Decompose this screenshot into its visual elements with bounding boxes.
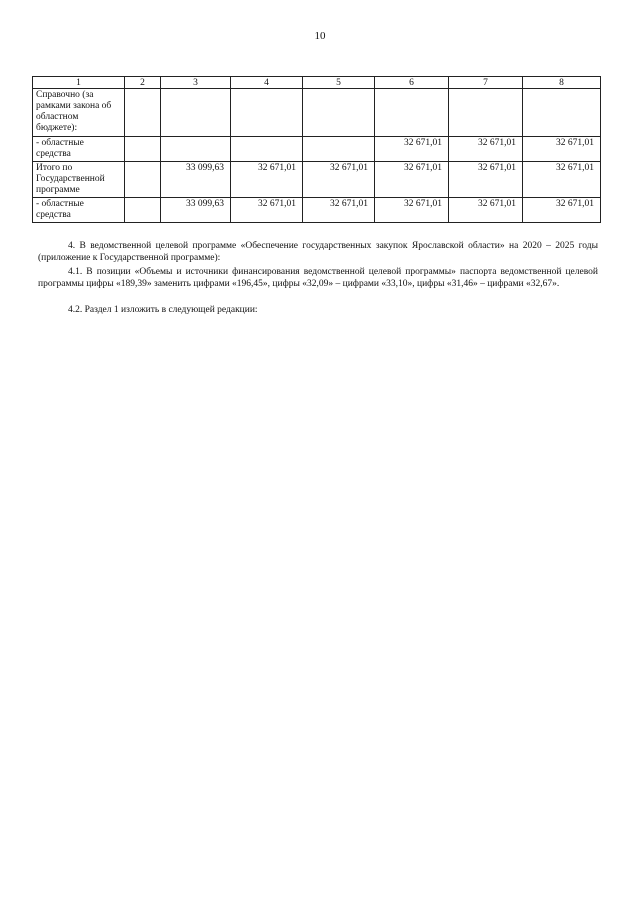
table-cell [375, 89, 449, 137]
col-header: 1 [33, 77, 125, 89]
table-cell: 32 671,01 [231, 162, 303, 198]
paragraph-4: 4. В ведомственной целевой программе «Обеспечение государственных закупок Ярославской области» на 2020 – 2025 годы (приложение к Государственной программе): [38, 241, 598, 263]
row-label: Справочно (за рамками закона об областном бюджете): [33, 89, 125, 137]
table-cell: 32 671,01 [523, 162, 601, 198]
table-cell [231, 137, 303, 162]
table-row [33, 137, 601, 162]
col-header: 6 [375, 77, 449, 89]
table-cell: 32 671,01 [303, 162, 375, 198]
table-row [33, 162, 601, 198]
table-cell: 32 671,01 [231, 198, 303, 223]
table-cell: 32 671,01 [303, 198, 375, 223]
col-header: 4 [231, 77, 303, 89]
table-cell: 32 671,01 [449, 198, 523, 223]
table-cell [303, 137, 375, 162]
table-cell [125, 137, 161, 162]
table-cell: 33 099,63 [161, 162, 231, 198]
col-header: 8 [523, 77, 601, 89]
table-cell: 32 671,01 [523, 198, 601, 223]
row-label: - областные средства [33, 198, 125, 223]
table-cell: 33 099,63 [161, 198, 231, 223]
table-cell [125, 162, 161, 198]
table-cell: 32 671,01 [375, 162, 449, 198]
table-cell [161, 137, 231, 162]
table-cell [125, 89, 161, 137]
table-cell [161, 89, 231, 137]
table-cell: 32 671,01 [375, 198, 449, 223]
col-header: 3 [161, 77, 231, 89]
paragraph-4-1: 4.1. В позиции «Объемы и источники финансирования ведомственной целевой программы» паспорта ведомственной целевой программы цифры «189,39» заменить цифрами «196,45», цифры «32,09» – цифрами «33,10», цифры «31,46» – цифрами «32,67». [38, 267, 598, 289]
row-label: Итого по Государственной программе [33, 162, 125, 198]
table-row [33, 198, 601, 223]
col-header: 2 [125, 77, 161, 89]
col-header: 5 [303, 77, 375, 89]
table-cell [303, 89, 375, 137]
table-cell: 32 671,01 [449, 162, 523, 198]
table-cell [231, 89, 303, 137]
funding-table [32, 76, 601, 223]
paragraph-4-2: 4.2. Раздел 1 изложить в следующей редакции: [68, 305, 258, 315]
row-label: - областные средства [33, 137, 125, 162]
table-cell: 32 671,01 [375, 137, 449, 162]
table-cell: 32 671,01 [449, 137, 523, 162]
table-cell: 32 671,01 [523, 137, 601, 162]
table-row [33, 89, 601, 137]
col-header: 7 [449, 77, 523, 89]
table-cell [125, 198, 161, 223]
table-header-row [33, 77, 601, 89]
table-cell [523, 89, 601, 137]
table-cell [449, 89, 523, 137]
page-number: 10 [314, 30, 326, 42]
